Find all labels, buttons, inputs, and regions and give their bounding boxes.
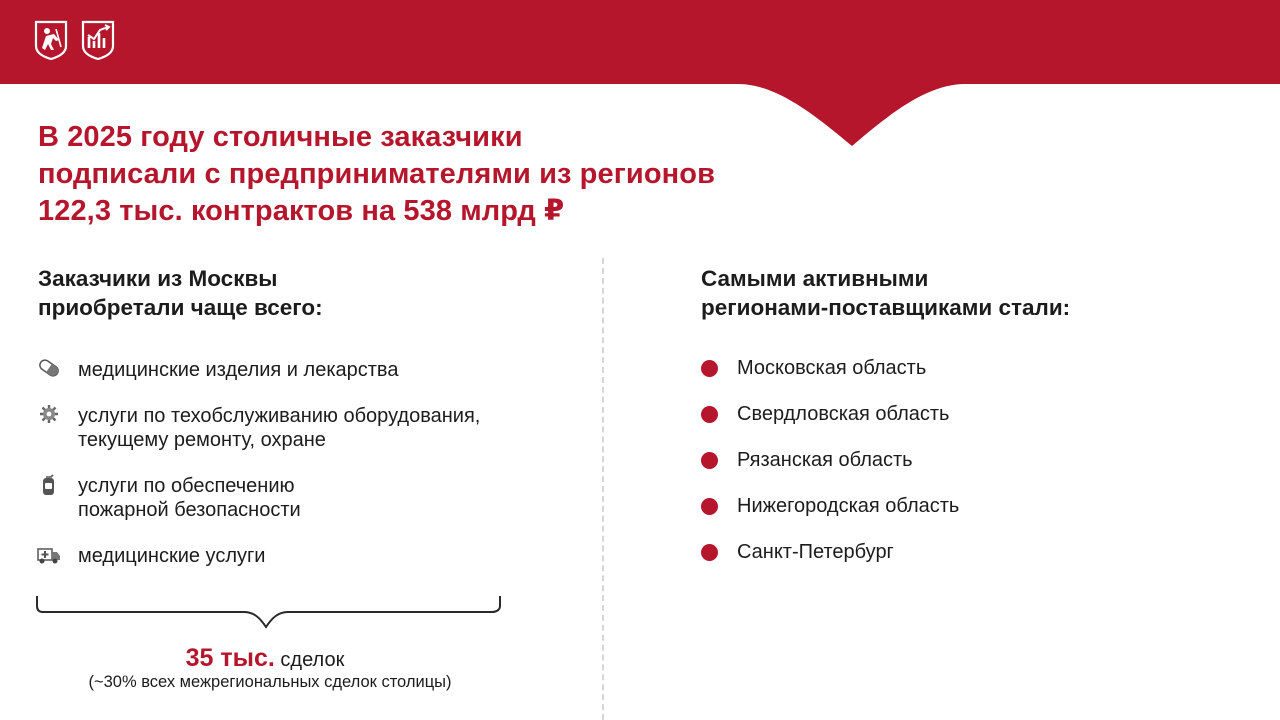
region-name: Нижегородская область	[737, 495, 960, 517]
right-column-heading	[701, 264, 1241, 322]
deals-stat	[40, 646, 490, 672]
region-item	[701, 356, 926, 380]
left-heading-line-2: приобретали чаще всего:	[38, 295, 323, 320]
headline-line-2: подписали с предпринимателями из регионов	[38, 158, 716, 190]
left-column-heading	[38, 264, 558, 322]
item-text: медицинские изделия и лекарства	[78, 359, 399, 381]
deals-note: (~30% всех межрегиональных сделок столицы)	[88, 673, 452, 691]
moscow-coat-of-arms-logo	[34, 20, 68, 60]
region-name: Московская область	[737, 357, 927, 379]
headline	[38, 119, 858, 230]
left-heading-line-1: Заказчики из Москвы	[38, 266, 278, 291]
right-heading-line-1: Самыми активными	[701, 266, 929, 291]
list-item	[36, 474, 301, 522]
region-item	[701, 402, 949, 426]
column-divider	[602, 258, 604, 720]
bullet-dot-icon	[701, 544, 718, 561]
region-name: Свердловская область	[737, 403, 950, 425]
gear-icon	[36, 402, 62, 426]
deals-count: 35 тыс.	[185, 644, 275, 672]
bullet-dot-icon	[701, 406, 718, 423]
bullet-dot-icon	[701, 360, 718, 377]
bullet-dot-icon	[701, 498, 718, 515]
region-name: Рязанская область	[737, 449, 913, 471]
summary-brace	[34, 594, 504, 634]
region-item	[701, 540, 894, 564]
bullet-dot-icon	[701, 452, 718, 469]
department-chart-logo	[81, 20, 115, 60]
deals-unit: сделок	[280, 649, 345, 671]
logo-group	[34, 20, 115, 60]
list-item	[36, 544, 265, 568]
pill-icon	[36, 356, 62, 380]
headline-line-1: В 2025 году столичные заказчики	[38, 121, 523, 153]
item-text: медицинские услуги	[78, 545, 266, 567]
region-item	[701, 448, 913, 472]
headline-line-3: 122,3 тыс. контрактов на 538 млрд ₽	[38, 195, 565, 227]
item-text: услуги по обеспечению пожарной безопасности	[78, 475, 301, 521]
right-heading-line-2: регионами-поставщиками стали:	[701, 295, 1071, 320]
fire-extinguisher-icon	[36, 472, 62, 496]
item-text: услуги по техобслуживанию оборудования, текущему ремонту, охране	[78, 405, 481, 451]
list-item	[36, 358, 398, 382]
region-name: Санкт-Петербург	[737, 541, 894, 563]
ambulance-icon	[36, 542, 62, 566]
region-item	[701, 494, 959, 518]
list-item	[36, 404, 480, 452]
